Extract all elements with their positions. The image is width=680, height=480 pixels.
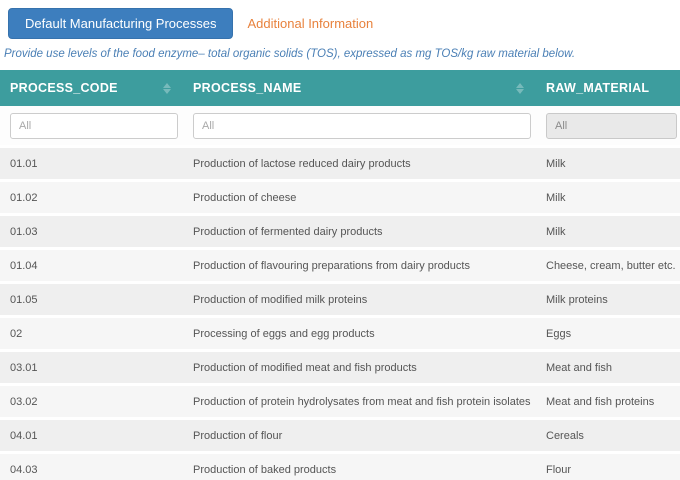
raw-material-cell: Flour bbox=[546, 463, 572, 476]
process-code-cell: 03.01 bbox=[10, 361, 38, 374]
tab-default-manufacturing-processes[interactable]: Default Manufacturing Processes bbox=[8, 8, 233, 39]
process-code-cell: 03.02 bbox=[10, 395, 38, 408]
table-row[interactable] bbox=[0, 352, 680, 383]
process-name-cell: Production of modified milk proteins bbox=[193, 293, 368, 306]
process-name-cell: Processing of eggs and egg products bbox=[193, 327, 375, 340]
filter-cell-process-code bbox=[0, 113, 183, 139]
tab-bar bbox=[0, 0, 680, 39]
column-header-process-code[interactable] bbox=[0, 70, 183, 106]
table-filter-row bbox=[0, 106, 680, 145]
raw-material-filter-input bbox=[546, 113, 677, 139]
raw-material-cell: Cheese, cream, butter etc. bbox=[546, 259, 676, 272]
process-name-cell: Production of fermented dairy products bbox=[193, 225, 383, 238]
process-code-cell: 01.02 bbox=[10, 191, 38, 204]
process-code-cell: 01.05 bbox=[10, 293, 38, 306]
process-name-cell: Production of baked products bbox=[193, 463, 337, 476]
raw-material-cell: Meat and fish bbox=[546, 361, 613, 374]
raw-material-cell: Milk bbox=[546, 157, 566, 170]
raw-material-cell: Cereals bbox=[546, 429, 584, 442]
sort-icon[interactable] bbox=[516, 83, 524, 94]
table-row[interactable] bbox=[0, 386, 680, 417]
raw-material-cell: Eggs bbox=[546, 327, 572, 340]
table-row[interactable] bbox=[0, 420, 680, 451]
column-header-label: PROCESS_NAME bbox=[193, 81, 302, 95]
column-header-label: RAW_MATERIAL bbox=[546, 81, 650, 95]
process-name-cell: Production of cheese bbox=[193, 191, 297, 204]
use-levels-instruction-text: Provide use levels of the food enzyme– total organic solids (TOS), expressed as mg TOS/kg raw material below. bbox=[4, 48, 576, 60]
sort-icon[interactable] bbox=[163, 83, 171, 94]
process-name-cell: Production of modified meat and fish products bbox=[193, 361, 417, 374]
process-code-cell: 01.03 bbox=[10, 225, 38, 238]
table-row[interactable] bbox=[0, 216, 680, 247]
table-body bbox=[0, 145, 680, 480]
raw-material-cell: Milk bbox=[546, 225, 566, 238]
process-name-cell: Production of lactose reduced dairy products bbox=[193, 157, 411, 170]
process-code-cell: 01.04 bbox=[10, 259, 38, 272]
process-code-cell: 04.01 bbox=[10, 429, 38, 442]
table-row[interactable] bbox=[0, 182, 680, 213]
filter-cell-raw-material bbox=[536, 113, 680, 139]
process-code-cell: 02 bbox=[10, 327, 23, 340]
column-header-raw-material[interactable] bbox=[536, 70, 680, 106]
table-row[interactable] bbox=[0, 250, 680, 281]
table-header-row bbox=[0, 70, 680, 106]
column-header-label: PROCESS_CODE bbox=[10, 81, 118, 95]
table-row[interactable] bbox=[0, 454, 680, 480]
process-code-cell: 04.03 bbox=[10, 463, 38, 476]
processes-table bbox=[0, 70, 680, 480]
process-name-cell: Production of flour bbox=[193, 429, 283, 442]
process-name-cell: Production of flavouring preparations from dairy products bbox=[193, 259, 470, 272]
table-row[interactable] bbox=[0, 318, 680, 349]
filter-cell-process-name bbox=[183, 113, 536, 139]
process-name-filter-input[interactable] bbox=[193, 113, 531, 139]
tab-additional-information[interactable]: Additional Information bbox=[233, 9, 387, 38]
raw-material-cell: Meat and fish proteins bbox=[546, 395, 655, 408]
table-row[interactable] bbox=[0, 148, 680, 179]
raw-material-cell: Milk proteins bbox=[546, 293, 608, 306]
process-name-cell: Production of protein hydrolysates from meat and fish protein isolates bbox=[193, 395, 531, 408]
process-code-cell: 01.01 bbox=[10, 157, 38, 170]
column-header-process-name[interactable] bbox=[183, 70, 536, 106]
table-row[interactable] bbox=[0, 284, 680, 315]
raw-material-cell: Milk bbox=[546, 191, 566, 204]
process-code-filter-input[interactable] bbox=[10, 113, 178, 139]
